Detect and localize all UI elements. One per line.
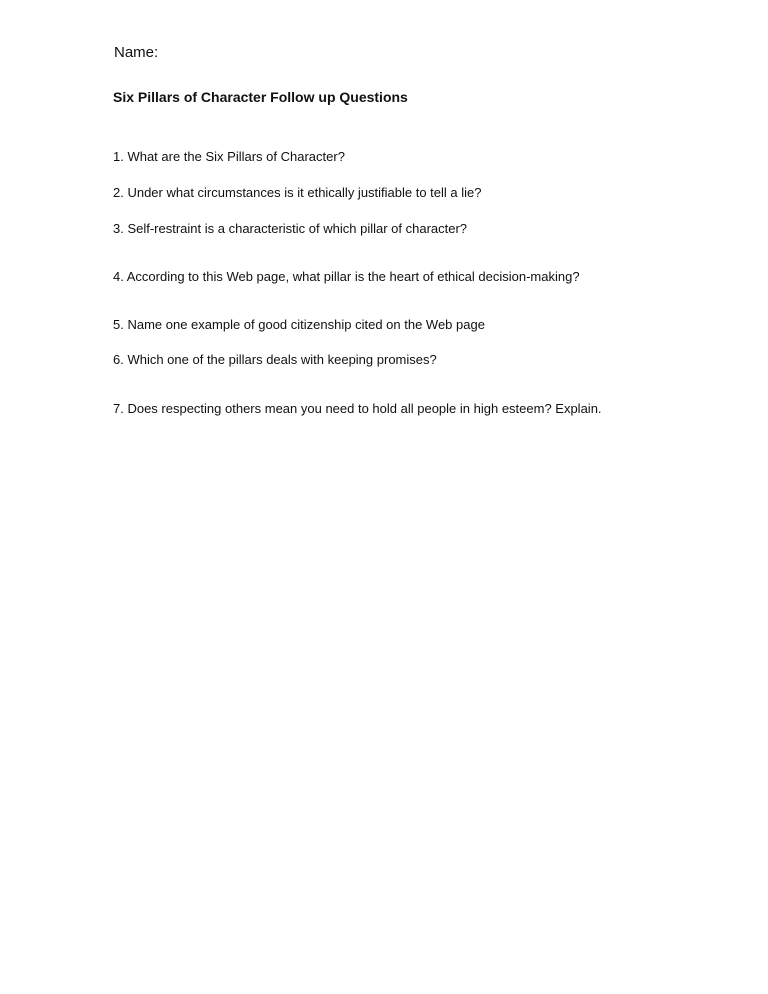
question-1: 1. What are the Six Pillars of Character? <box>113 149 345 164</box>
question-7: 7. Does respecting others mean you need to hold all people in high esteem? Explain. <box>113 401 602 416</box>
name-label: Name: <box>114 44 159 61</box>
question-6: 6. Which one of the pillars deals with keeping promises? <box>113 352 437 367</box>
question-3: 3. Self-restraint is a characteristic of which pillar of character? <box>113 221 468 236</box>
question-4: 4. According to this Web page, what pillar is the heart of ethical decision-making? <box>113 269 580 284</box>
question-5: 5. Name one example of good citizenship cited on the Web page <box>113 317 485 332</box>
question-2: 2. Under what circumstances is it ethically justifiable to tell a lie? <box>113 185 482 200</box>
worksheet-title: Six Pillars of Character Follow up Questions <box>113 89 408 105</box>
